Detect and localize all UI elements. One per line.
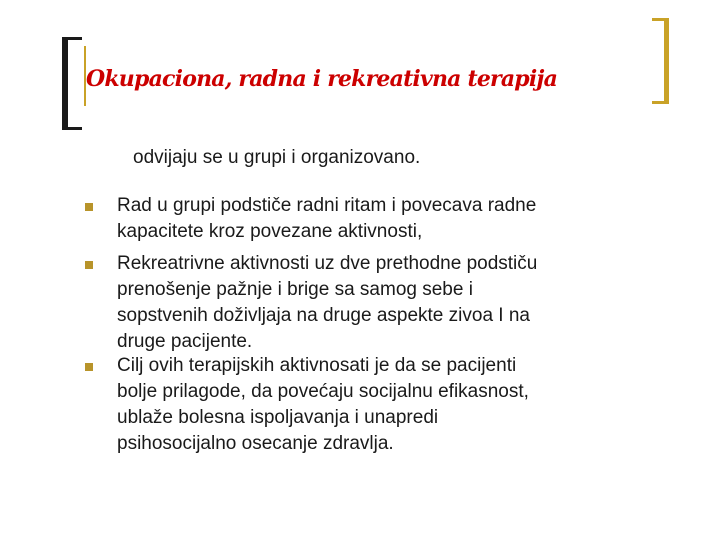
- square-bullet-icon: [85, 203, 93, 211]
- bullet-text-line: kapacitete kroz povezane aktivnosti,: [117, 221, 423, 242]
- bullet-text-line: Cilj ovih terapijskih aktivnosati je da se pacijenti: [117, 355, 517, 376]
- bullet-text-line: ublaže bolesna ispoljavanja i unapredi: [117, 407, 439, 428]
- bullet-text-line: bolje prilagode, da povećaju socijalnu efikasnost,: [117, 381, 529, 402]
- bullet-text-line: Rekreatrivne aktivnosti uz dve prethodne podstiču: [117, 253, 538, 274]
- bullet-text-line: psihosocijalno osecanje zdravlja.: [117, 433, 394, 454]
- bullet-text-line: sopstvenih doživljaja na druge aspekte zivoa I na: [117, 305, 530, 326]
- bullet-text-line: prenošenje pažnje i brige sa samog sebe i: [117, 279, 473, 300]
- bullet-item: [117, 353, 677, 457]
- square-bullet-icon: [85, 363, 93, 371]
- square-bullet-icon: [85, 261, 93, 269]
- bullet-item: [117, 193, 677, 245]
- bullet-text-line: druge pacijente.: [117, 331, 253, 352]
- bullet-text-line: Rad u grupi podstiče radni ritam i povecava radne: [117, 195, 537, 216]
- slide-title: Okupaciona, radna i rekreativna terapija: [86, 66, 558, 92]
- intro-line: odvijaju se u grupi i organizovano.: [133, 147, 421, 168]
- bullet-item: [117, 251, 677, 355]
